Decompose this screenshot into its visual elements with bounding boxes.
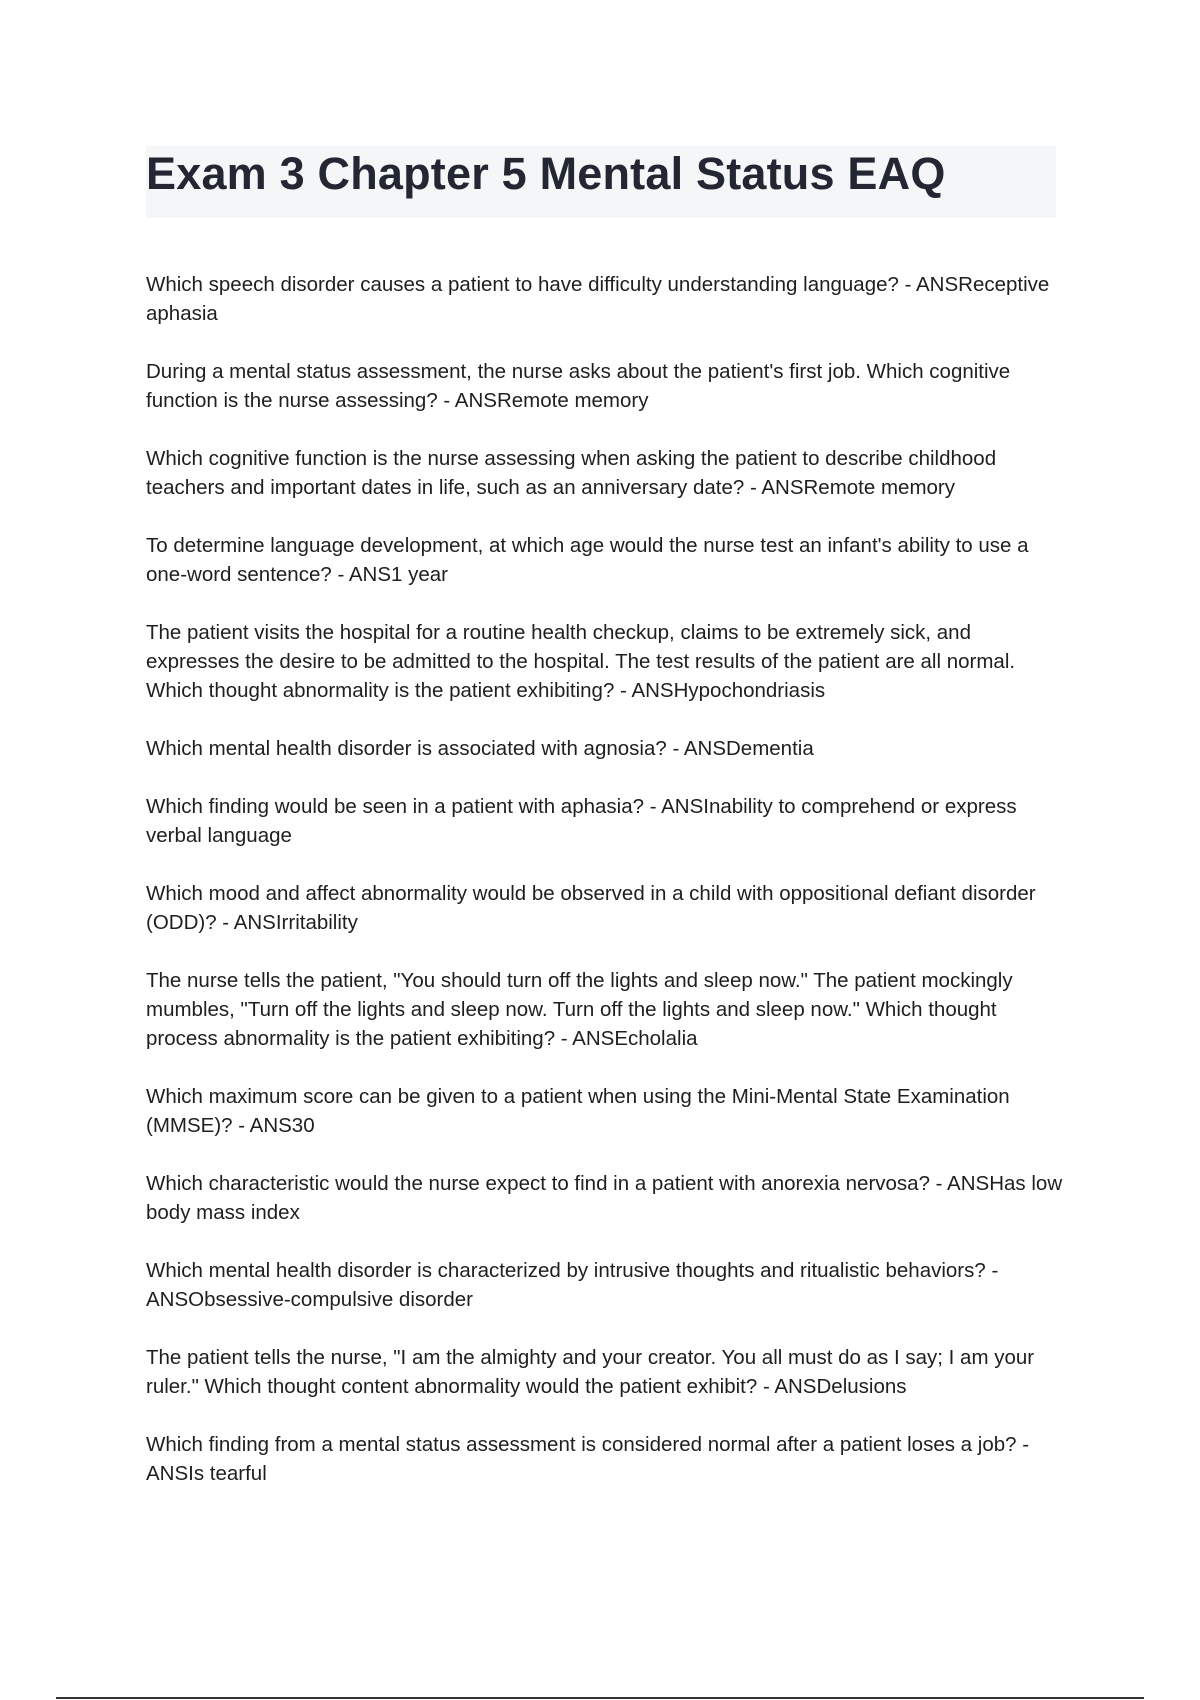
qa-item: Which maximum score can be given to a patient when using the Mini-Mental State Examination (MMSE)? - ANS30 [146,1085,1010,1137]
qa-item: Which speech disorder causes a patient to have difficulty understanding language? - ANSReceptive aphasia [146,273,1050,325]
qa-item: To determine language development, at which age would the nurse test an infant's ability to use a one-word sentence? - ANS1 year [146,534,1029,586]
qa-item: Which cognitive function is the nurse assessing when asking the patient to describe childhood teachers and important dates in life, such as an anniversary date? - ANSRemote memory [146,447,997,499]
qa-item: Which mood and affect abnormality would be observed in a child with oppositional defiant disorder (ODD)? - ANSIrritability [146,882,1036,934]
page-title: Exam 3 Chapter 5 Mental Status EAQ [146,148,946,199]
qa-list [146,270,1066,1517]
qa-item: Which finding from a mental status assessment is considered normal after a patient loses a job? - ANSIs tearful [146,1433,1030,1485]
qa-item: The patient tells the nurse, "I am the almighty and your creator. You all must do as I say; I am your ruler." Which thought content abnormality would the patient exhibit? - ANSDelusions [146,1346,1035,1398]
footer-divider [56,1697,1144,1699]
qa-item: Which mental health disorder is characterized by intrusive thoughts and ritualistic behaviors? - ANSObsessive-compulsive disorder [146,1259,999,1311]
qa-item: The patient visits the hospital for a routine health checkup, claims to be extremely sick, and expresses the desire to be admitted to the hospital. The test results of the patient are all normal. Which thought abnormality is the patient exhibiting? - ANSHypochondriasis [146,621,1016,702]
qa-item: The nurse tells the patient, "You should turn off the lights and sleep now." The patient mockingly mumbles, "Turn off the lights and sleep now. Turn off the lights and sleep now." Which thought process abnormality is the patient exhibiting? - ANSEcholalia [146,969,1013,1050]
qa-item: Which mental health disorder is associated with agnosia? - ANSDementia [146,737,814,760]
qa-item: Which characteristic would the nurse expect to find in a patient with anorexia nervosa? - ANSHas low body mass index [146,1172,1063,1224]
qa-item: During a mental status assessment, the nurse asks about the patient's first job. Which cognitive function is the nurse assessing? - ANSRemote memory [146,360,1011,412]
qa-item: Which finding would be seen in a patient with aphasia? - ANSInability to comprehend or express verbal language [146,795,1017,847]
